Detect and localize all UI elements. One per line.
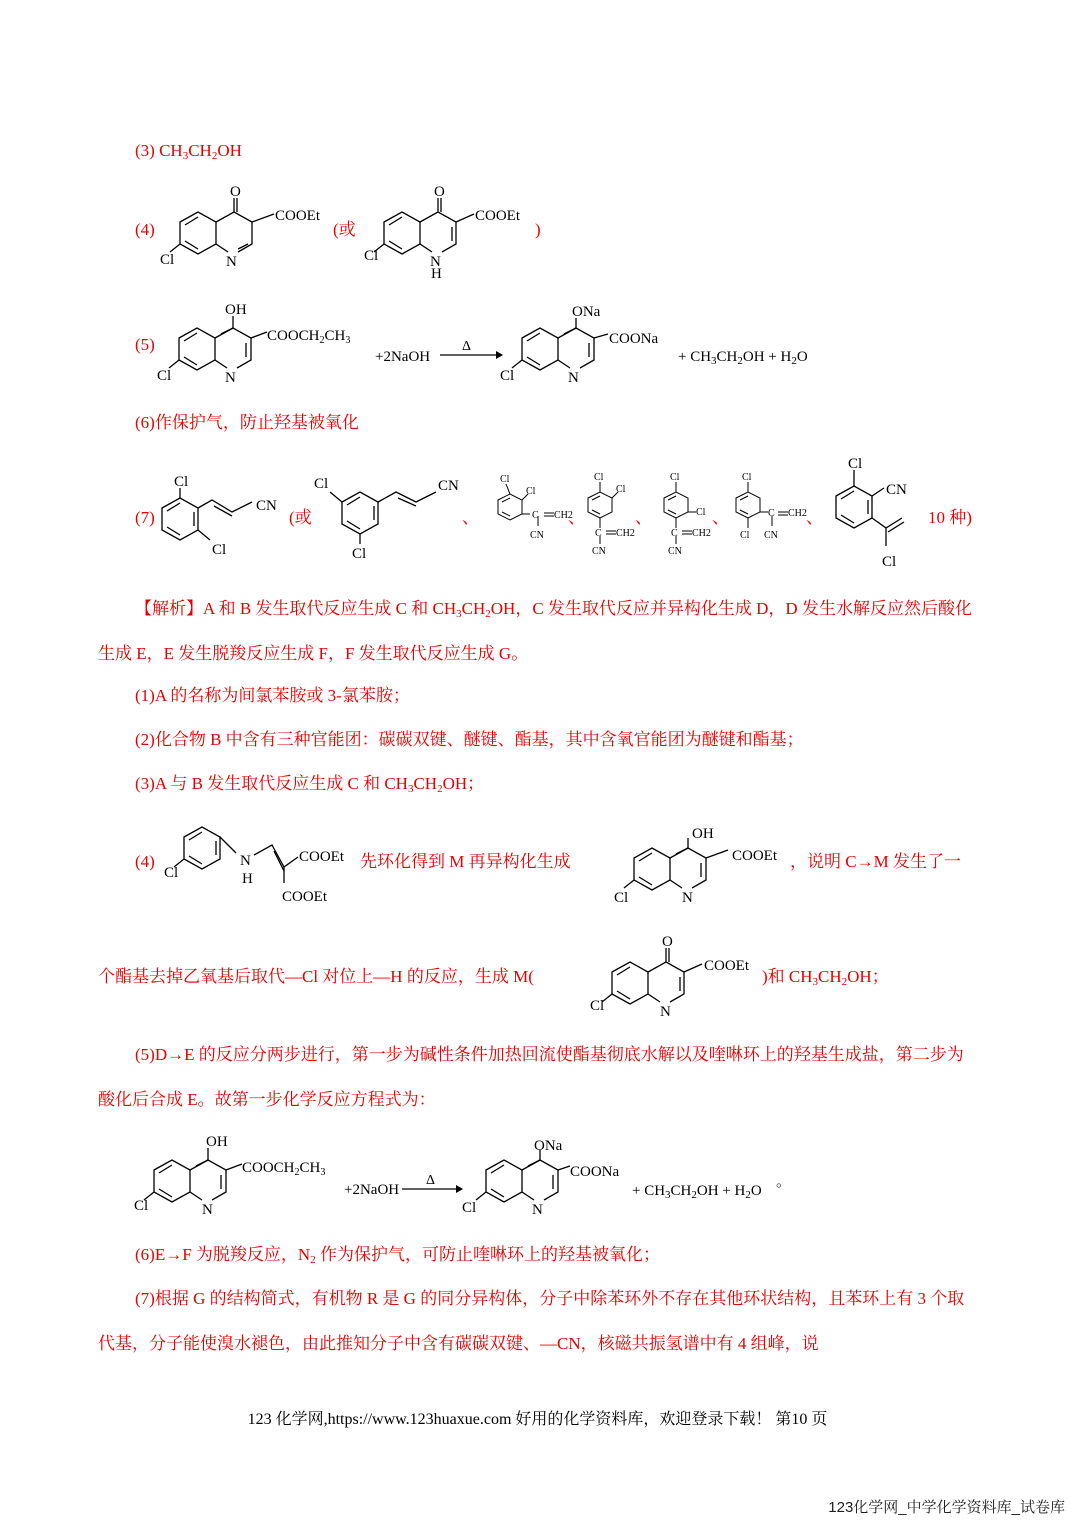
analysis-p4-line2a: 个酯基去掉乙氧基后取代—Cl 对位上—H 的反应，生成 M( — [98, 967, 534, 986]
isomer-structure-4 — [728, 470, 810, 550]
svg-text:Cl: Cl — [590, 998, 605, 1014]
svg-text:COOEt: COOEt — [704, 958, 749, 974]
svg-text:Cl: Cl — [157, 368, 172, 384]
svg-text:CH2: CH2 — [616, 528, 635, 539]
svg-text:Cl: Cl — [500, 368, 515, 384]
svg-text:Cl: Cl — [740, 530, 750, 541]
svg-text:CN: CN — [764, 530, 778, 541]
svg-text:CN: CN — [530, 530, 544, 541]
svg-text:Cl: Cl — [742, 472, 752, 483]
quinoline-sodium-salt-structure — [498, 298, 678, 388]
svg-text:O: O — [662, 934, 673, 950]
svg-text:Cl: Cl — [462, 1200, 477, 1216]
svg-text:COONa: COONa — [609, 331, 659, 347]
quinoline-ester-structure-2 — [130, 1130, 345, 1220]
svg-text:Cl: Cl — [882, 554, 897, 570]
svg-text:Cl: Cl — [164, 865, 179, 881]
group-cooet: COOEt — [275, 208, 320, 224]
svg-text:Cl: Cl — [314, 476, 329, 492]
svg-text:OH: OH — [225, 302, 247, 318]
separator: 、 — [712, 508, 729, 527]
svg-text:COOCH2CH3: $COOCH_2CH_3$ — [267, 328, 351, 346]
quinolone-m-structure — [590, 932, 770, 1024]
answer-5-prefix: (5) — [135, 335, 155, 354]
atom-cl: Cl — [160, 252, 175, 268]
reaction-arrow-2 — [400, 1172, 465, 1196]
svg-text:N: N — [202, 1202, 213, 1218]
analysis-p3: (3)A 与 B 发生取代反应生成 C 和 $CH_3CH_2OH$； — [135, 774, 485, 795]
answer-7-prefix: (7) — [135, 508, 155, 527]
svg-text:OH: OH — [692, 826, 714, 842]
svg-text:COOEt: COOEt — [732, 848, 777, 864]
products-text: + $CH_3CH_2OH + H_2O$ — [678, 349, 808, 367]
separator: 、 — [806, 508, 823, 527]
reagent-naoh-2: +2NaOH — [344, 1182, 400, 1198]
svg-text:N: N — [682, 890, 693, 906]
cinnamonitrile-structure-1 — [150, 468, 290, 560]
svg-text:Cl: Cl — [616, 484, 626, 495]
svg-text:Cl: Cl — [696, 507, 706, 518]
svg-text:Cl: Cl — [848, 456, 863, 472]
svg-text:OH: OH — [206, 1134, 228, 1150]
analysis-p4-mid: 先环化得到 M 再异构化生成 — [360, 852, 571, 871]
answer-4-or: (或 — [333, 220, 356, 239]
svg-text:H: H — [431, 266, 442, 282]
answer-6: (6)作保护气，防止羟基被氧化 — [135, 413, 359, 432]
cinnamonitrile-structure-2 — [312, 468, 472, 563]
atom-n: N — [226, 254, 237, 270]
svg-text:COOEt: COOEt — [475, 208, 520, 224]
equation-end-mark: 。 — [776, 1174, 792, 1190]
svg-text:CN: CN — [886, 482, 907, 498]
page-footer: 123 化学网,https://www.123huaxue.com 好用的化学资料库，欢迎登录下载！ 第10 页 — [247, 1411, 828, 1428]
svg-text:ONa: ONa — [572, 304, 601, 320]
analysis-p1: (1)A 的名称为间氯苯胺或 3-氯苯胺； — [135, 686, 410, 705]
separator: 、 — [568, 508, 585, 527]
quinoline-ester-structure — [155, 298, 370, 388]
svg-text:N: N — [430, 254, 441, 270]
analysis-p7: (7)根据 G 的结构简式，有机物 R 是 G 的同分异构体，分子中除苯环外不存在其他环状结构，且苯环上有 3 个取代基，分子能使溴水褪色，由此推知分子中含有碳碳双键、—CN，核磁共振氢谱中有 4 组峰，说 — [98, 1289, 965, 1353]
svg-text:Cl: Cl — [212, 542, 227, 558]
analysis-p4-line2b: )和 $CH_3CH_2OH$； — [762, 967, 889, 988]
svg-text:N: N — [532, 1202, 543, 1218]
corner-watermark: 123化学网_中学化学资料库_试卷库 — [828, 1499, 1065, 1516]
reagent-naoh: +2NaOH — [375, 349, 431, 365]
atom-o: O — [230, 184, 241, 200]
isomer-structure-1 — [488, 470, 573, 550]
svg-text:N: N — [240, 853, 251, 869]
svg-text:C: C — [532, 510, 539, 521]
svg-text:Cl: Cl — [614, 890, 629, 906]
svg-text:N: N — [225, 370, 236, 386]
svg-text:Cl: Cl — [526, 486, 536, 497]
svg-text:CN: CN — [592, 546, 606, 557]
svg-text:CH2: CH2 — [788, 508, 807, 519]
svg-text:C: C — [671, 528, 678, 539]
analysis-p5: (5)D→E 的反应分两步进行，第一步为碱性条件加热回流使酯基彻底水解以及喹啉环上的羟基生成盐，第二步为酸化后合成 E。故第一步化学反应方程式为： — [98, 1045, 964, 1109]
svg-text:Cl: Cl — [352, 546, 367, 562]
separator: 、 — [635, 508, 652, 527]
svg-text:N: N — [568, 370, 579, 386]
answer-7-suffix: 10 种) — [928, 508, 972, 527]
svg-text:Cl: Cl — [174, 474, 189, 490]
svg-text:C: C — [768, 508, 775, 519]
svg-text:Cl: Cl — [670, 472, 680, 483]
quinolone-structure-2 — [362, 182, 537, 282]
answer-4-prefix: (4) — [135, 220, 155, 239]
analysis-p6: (6)E→F 为脱羧反应，$N_2$ 作为保护气，可防止喹啉环上的羟基被氧化； — [135, 1245, 660, 1266]
answer-4-close: ) — [535, 220, 541, 239]
svg-text:Cl: Cl — [134, 1198, 149, 1214]
hydroxyquinoline-ester-structure — [612, 818, 792, 910]
svg-text:C: C — [595, 528, 602, 539]
quinolone-structure-1 — [158, 182, 338, 277]
svg-text:O: O — [434, 184, 445, 200]
enamine-diester-structure — [160, 815, 360, 910]
quinoline-sodium-salt-structure-2 — [462, 1130, 642, 1222]
separator: 、 — [462, 508, 479, 527]
svg-text:Cl: Cl — [594, 472, 604, 483]
svg-text:CN: CN — [438, 478, 459, 494]
svg-text:CN: CN — [256, 498, 277, 514]
svg-text:Cl: Cl — [500, 474, 510, 485]
answer-3: (3) $CH_3CH_2OH$ — [135, 141, 242, 162]
svg-text:N: N — [660, 1004, 671, 1020]
svg-text:Δ: Δ — [426, 1173, 436, 1188]
analysis-p4-end: ，说明 C→M 发生了一 — [790, 852, 961, 871]
answer-7-or: (或 — [289, 508, 312, 527]
svg-text:Cl: Cl — [364, 248, 379, 264]
svg-text:Δ: Δ — [462, 339, 472, 354]
reaction-arrow — [438, 338, 503, 362]
products-text-2: + $CH_3CH_2OH + H_2O$ — [632, 1183, 762, 1201]
svg-text:ONa: ONa — [534, 1138, 563, 1154]
svg-text:CH2: CH2 — [692, 528, 711, 539]
svg-text:H: H — [242, 871, 253, 887]
svg-text:COOCH2CH3: $COOCH_2CH_3$ — [242, 1160, 326, 1178]
analysis-intro: 【解析】A 和 B 发生取代反应生成 C 和 $CH_3CH_2OH$，C 发生取代反应并异构化生成 D，D 发生水解反应然后酸化生成 E，E 发生脱羧反应生成 F，F 发生取代反应生成 G。 — [98, 599, 972, 663]
svg-text:COONa: COONa — [570, 1164, 620, 1180]
analysis-p4-prefix: (4) — [135, 852, 155, 871]
svg-text:COOEt: COOEt — [282, 889, 327, 905]
svg-text:COOEt: COOEt — [299, 849, 344, 865]
svg-text:CH2: CH2 — [554, 510, 573, 521]
isomer-structure-5 — [826, 452, 926, 574]
analysis-p2: (2)化合物 B 中含有三种官能团：碳碳双键、醚键、酯基，其中含氧官能团为醚键和酯基； — [135, 730, 804, 749]
svg-text:CN: CN — [668, 546, 682, 557]
